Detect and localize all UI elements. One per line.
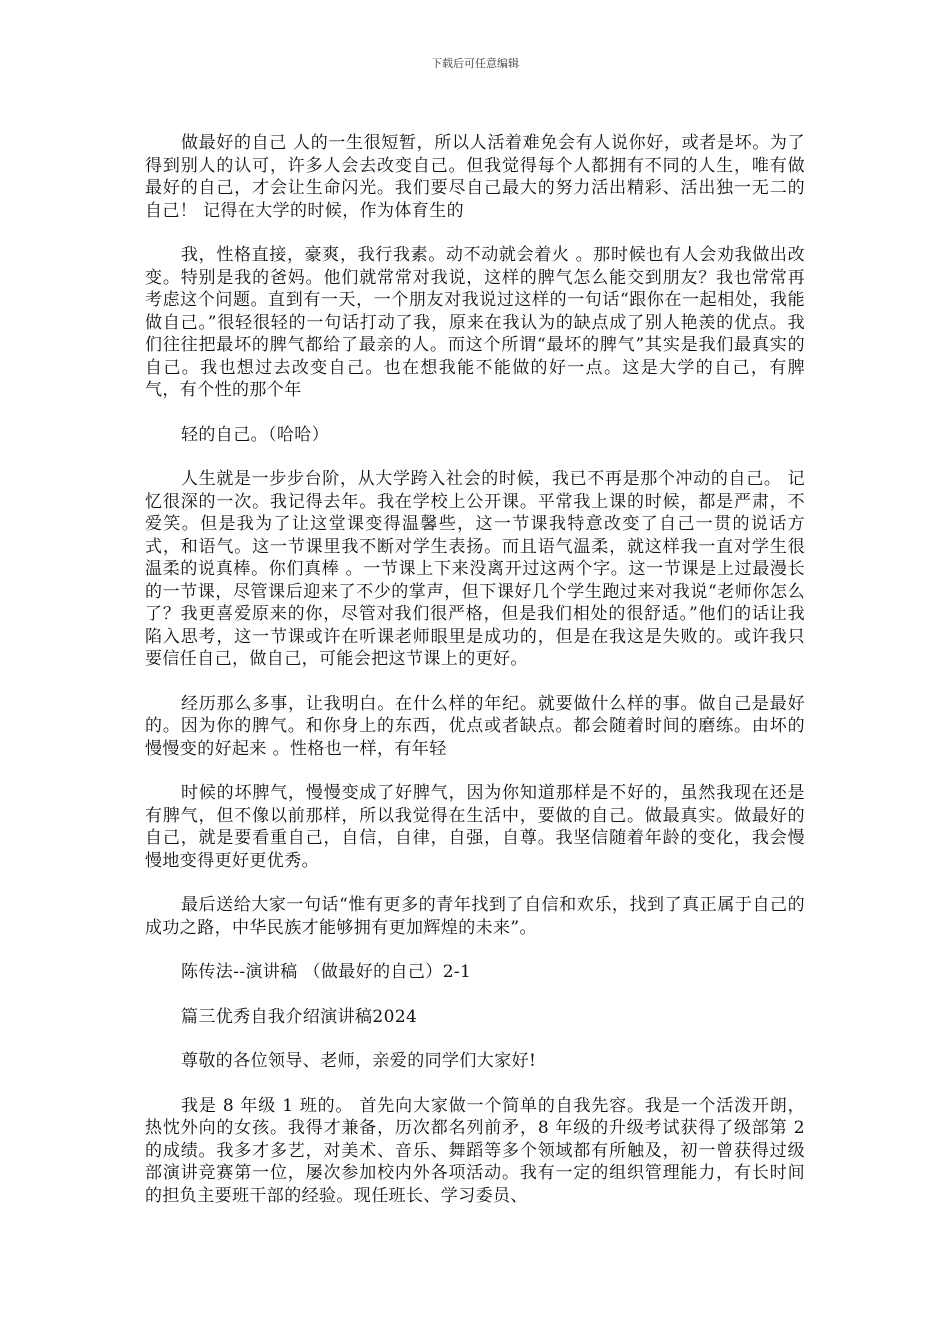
paragraph: 做最好的自己 人的一生很短暂，所以人活着难免会有人说你好，或者是坏。为了得到别人的认可，许多人会去改变自己。但我觉得每个人都拥有不同的人生，唯有做最好的自己，才会让生命闪光。我们要尽自己最大的努力活出精彩、活出独一无二的自己！ 记得在大学的时候，作为体育生的 xyxy=(145,133,805,221)
paragraph: 经历那么多事，让我明白。在什么样的年纪。就要做什么样的事。做自己是最好的。因为你的脾气。和你身上的东西，优点或者缺点。都会随着时间的磨练。由坏的慢慢变的好起来 。性格也一样，有年轻 xyxy=(145,693,805,759)
paragraph: 陈传法--演讲稿 （做最好的自己）2-1 xyxy=(181,962,472,982)
paragraph: 轻的自己。（哈哈） xyxy=(181,424,330,445)
document-body xyxy=(145,132,805,1229)
paragraph: 篇三优秀自我介绍演讲稿2024 xyxy=(181,1006,418,1027)
paragraph: 人生就是一步步台阶，从大学跨入社会的时候，我已不再是那个冲动的自己。 记忆很深的一次。我记得去年。我在学校上公开课。平常我上课的时候，都是严肃，不爱笑。但是我为了让这堂课变得温馨些，这一节课我特意改变了自己一贯的说话方式，和语气。这一节课里我不断对学生表扬。而且语气温柔，就这样我一直对学生很温柔的说真棒。你们真棒 。一节课上下来没离开过这两个字。这一节课是上过最漫长的一节课，尽管课后迎来了不少的掌声，但下课好几个学生跑过来对我说“老师你怎么了？我更喜爱原来的你，尽管对我们很严格，但是我们相处的很舒适。”他们的话让我陷入思考，这一节课或许在听课老师眼里是成功的，但是在我这是失败的。或许我只要信任自己，做自己，可能会把这节课上的更好。 xyxy=(145,469,805,669)
paragraph: 我，性格直接，豪爽，我行我素。动不动就会着火 。那时候也有人会劝我做出改变。特别是我的爸妈。他们就常常对我说，这样的脾气怎么能交到朋友？我也常常再考虑这个问题。直到有一天，一个朋友对我说过这样的一句话“跟你在一起相处，我能做自己。”很轻很轻的一句话打动了我，原来在我认为的缺点成了别人艳羡的优点。我们往往把最坏的脾气都给了最亲的人。而这个所谓“最坏的脾气”其实是我们最真实的自己。我也想过去改变自己。也在想我能不能做的好一点。这是大学的自己，有脾气，有个性的那个年 xyxy=(145,245,805,400)
page-header: 下载后可任意编辑 xyxy=(431,57,519,70)
paragraph: 最后送给大家一句话“惟有更多的青年找到了自信和欢乐，找到了真正属于自己的成功之路，中华民族才能够拥有更加辉煌的未来”。 xyxy=(145,895,805,938)
paragraph: 时候的坏脾气，慢慢变成了好脾气，因为你知道那样是不好的，虽然我现在还是有脾气，但不像以前那样，所以我觉得在生活中，要做的自己。做最真实。做最好的自己，就是要看重自己，自信，自律，自强，自尊。我坚信随着年龄的变化，我会慢慢地变得更好更优秀。 xyxy=(145,783,805,871)
paragraph: 我是 8 年级 1 班的。 首先向大家做一个简单的自我先容。我是一个活泼开朗，热忱外向的女孩。我得才兼备，历次都名列前矛，8 年级的升级考试获得了级部第 2 的成绩。我多才多艺，对美术、音乐、舞蹈等多个领域都有所触及，初一曾获得过级部演讲竞赛第一位，屡次参加校内外各项活动。我有一定的组织管理能力，有长时间的担负主要班干部的经验。现任班长、学习委员、 xyxy=(145,1095,805,1206)
paragraph: 尊敬的各位领导、老师，亲爱的同学们大家好! xyxy=(181,1051,537,1071)
